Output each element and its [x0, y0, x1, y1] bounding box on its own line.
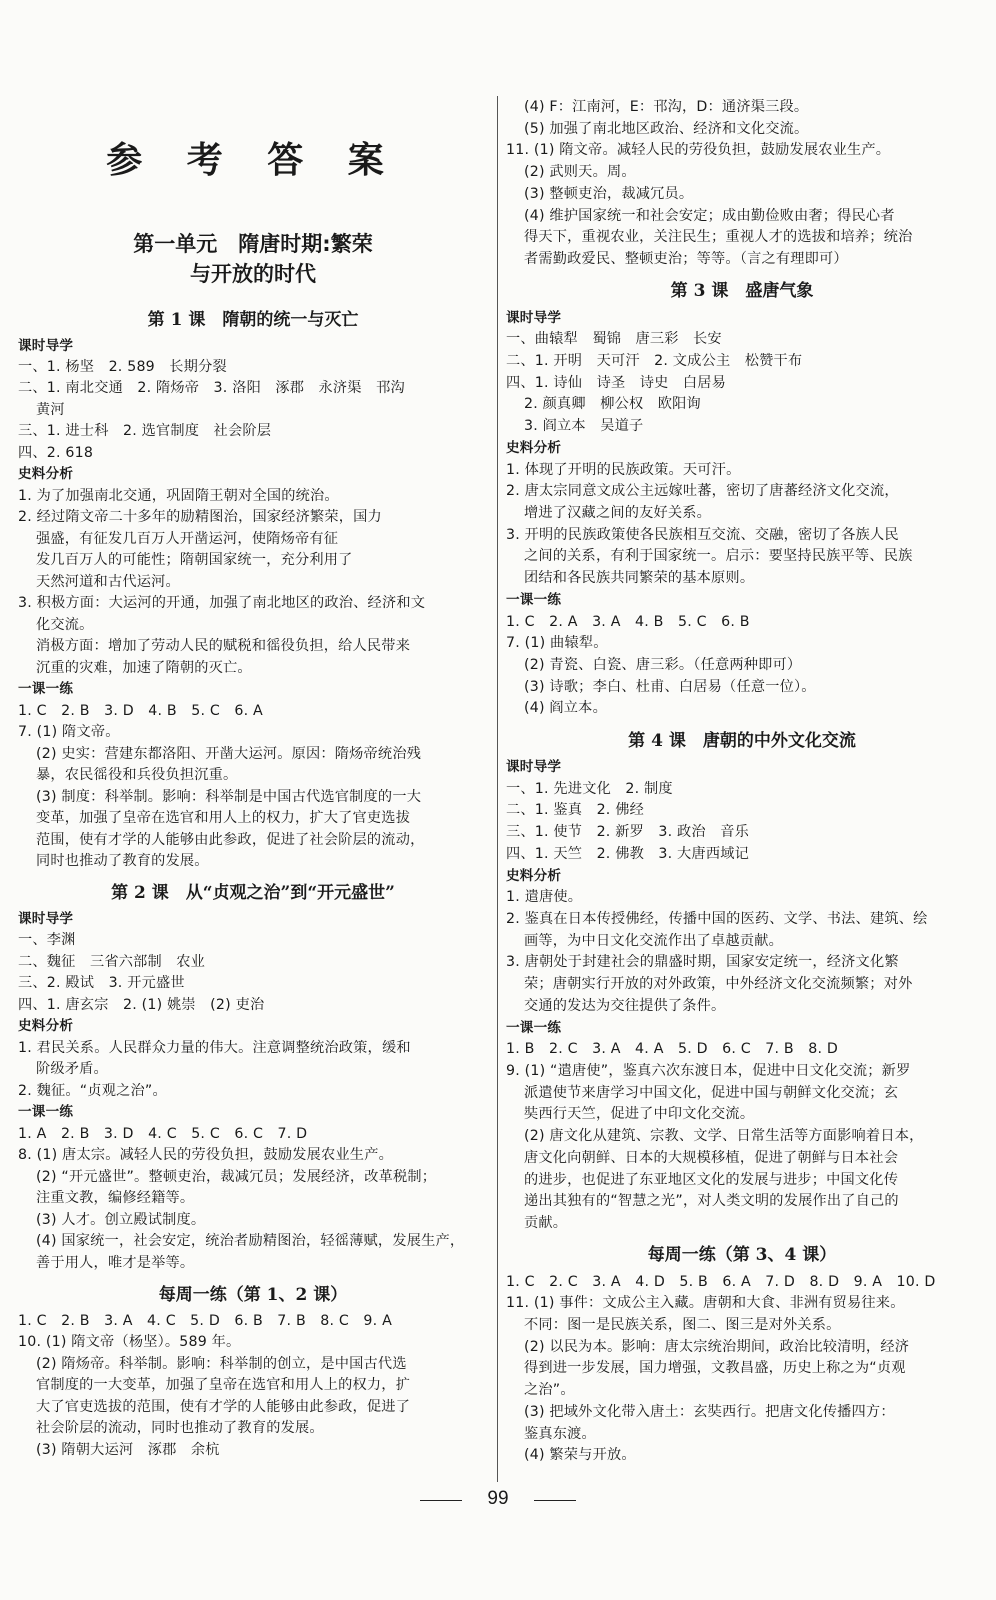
answer-line: 2. 颜真卿 柳公权 欧阳询	[524, 396, 701, 413]
answer-line: (4) F：江南河，E：邗沟，D：通济渠三段。	[524, 99, 809, 115]
answer-line: 大了官吏选拔的范围，使有才学的人能够由此参政，促进了	[36, 1398, 411, 1415]
answer-line: 范围，使有才学的人能够由此参政，促进了社会阶层的流动，	[36, 831, 425, 848]
unit-title-line-1: 第一单元 隋唐时期:繁荣	[133, 232, 373, 256]
answer-line: 的进步，也促进了东亚地区文化的发展与进步；中国文化传	[524, 1171, 899, 1188]
answer-line: 1. 体现了开明的民族政策。天可汗。	[506, 461, 741, 478]
answer-line: 2. 魏征。“贞观之治”。	[18, 1082, 167, 1099]
answer-line: 1. C 2. B 3. A 4. C 5. D 6. B 7. B 8. C 9. A	[18, 1312, 392, 1329]
lesson-heading: 第 3 课 盛唐气象	[670, 281, 814, 302]
answer-line: 四、1. 天竺 2. 佛教 3. 大唐西域记	[506, 845, 749, 862]
answer-line: 二、1. 鉴真 2. 佛经	[506, 802, 645, 819]
answer-line: (4) 繁荣与开放。	[524, 1447, 636, 1464]
answer-line: 2. 经过隋文帝二十多年的励精图治，国家经济繁荣，国力	[18, 509, 382, 526]
answer-line: 画等，为中日文化交流作出了卓越贡献。	[524, 932, 783, 949]
answer-line: 1. C 2. A 3. A 4. B 5. C 6. B	[506, 613, 750, 630]
answer-line: 变革，加强了皇帝在选官和用人上的权力，扩大了官吏选拔	[36, 810, 411, 827]
lesson-heading: 每周一练（第 1、2 课）	[158, 1284, 348, 1305]
answer-line: 增进了汉藏之间的友好关系。	[524, 505, 712, 521]
answer-line: 沉重的灾难，加速了隋朝的灭亡。	[36, 659, 252, 676]
answer-line: 注重文教，编修经籍等。	[36, 1190, 195, 1207]
answer-line: 天然河道和古代运河。	[36, 573, 180, 590]
answer-line: 发几百万人的可能性；隋朝国家统一，充分利用了	[36, 552, 353, 569]
answer-line: 得天下，重视农业，关注民生；重视人才的选拔和培养；统治	[524, 229, 913, 246]
answer-line: 1. 君民关系。人民群众力量的伟大。注意调整统治政策，缓和	[18, 1039, 411, 1056]
answer-line: 团结和各民族共同繁荣的基本原则。	[524, 570, 755, 587]
answer-line: 一、李渊	[18, 932, 76, 949]
answer-line: 不同：图一是民族关系，图二、图三是对外关系。	[524, 1317, 841, 1334]
answer-line: 2. 鉴真在日本传授佛经，传播中国的医药、文学、书法、建筑、绘	[506, 911, 928, 927]
answer-line: 善于用人，唯才是举等。	[36, 1254, 195, 1271]
answer-line: (2) “开元盛世”。整顿吏治，裁减冗员；发展经济，改革税制；	[36, 1168, 437, 1185]
answer-line: 7. (1) 隋文帝。	[18, 724, 120, 741]
section-label: 史料分析	[18, 1018, 74, 1035]
answer-line: 1. 遣唐使。	[506, 889, 583, 906]
answer-line: 递出其独有的“智慧之光”，对人类文明的发展作出了自己的	[524, 1193, 899, 1210]
answer-line: (2) 史实：营建东都洛阳、开凿大运河。原因：隋炀帝统治残	[36, 745, 422, 762]
section-label: 史料分析	[506, 867, 562, 884]
page-number: 99	[487, 1488, 509, 1509]
answer-line: 荣；唐朝实行开放的对外政策，中外经济文化交流频繁；对外	[524, 976, 913, 993]
answer-line: (3) 制度：科举制。影响：科举制是中国古代选官制度的一大	[36, 788, 422, 805]
answer-line: 二、魏征 三省六部制 农业	[18, 953, 206, 970]
section-label: 史料分析	[506, 439, 562, 456]
answer-line: 之治”。	[524, 1382, 575, 1399]
section-label: 课时导学	[506, 309, 562, 326]
answer-line: 3. 唐朝处于封建社会的鼎盛时期，国家安定统一，经济文化繁	[506, 954, 899, 971]
answer-line: (2) 唐文化从建筑、宗教、文学、日常生活等方面影响着日本，	[524, 1128, 924, 1145]
answer-line: 交通的发达为交往提供了条件。	[524, 997, 726, 1014]
page-number-right-rule	[534, 1500, 576, 1501]
answer-line: (2) 青瓷、白瓷、唐三彩。（任意两种即可）	[524, 656, 802, 673]
answer-line: 一、1. 先进文化 2. 制度	[506, 780, 673, 797]
section-label: 一课一练	[506, 591, 562, 608]
answer-line: 奘西行天竺，促进了中印文化交流。	[524, 1106, 755, 1123]
answer-line: (5) 加强了南北地区政治、经济和文化交流。	[524, 120, 809, 137]
answer-line: 社会阶层的流动，同时也推动了教育的发展。	[36, 1420, 324, 1437]
answer-line: 1. 为了加强南北交通，巩固隋王朝对全国的统治。	[18, 487, 339, 504]
answer-line: 7. (1) 曲辕犁。	[506, 635, 608, 652]
answer-line: 四、1. 诗仙 诗圣 诗史 白居易	[506, 374, 727, 391]
section-label: 课时导学	[506, 759, 562, 776]
answer-line: (2) 武则天。周。	[524, 164, 636, 181]
section-label: 一课一练	[506, 1019, 562, 1036]
answer-line: (4) 阎立本。	[524, 700, 607, 717]
answer-line: 暴，农民徭役和兵役负担沉重。	[36, 767, 238, 784]
page-title: 参 考 答 案	[106, 139, 400, 181]
unit-title-line-2: 与开放的时代	[190, 262, 316, 286]
answer-line: 三、2. 殿试 3. 开元盛世	[18, 975, 185, 992]
answer-line: 1. B 2. C 3. A 4. A 5. D 6. C 7. B 8. D	[506, 1041, 839, 1058]
answer-line: 黄河	[36, 401, 65, 418]
answer-line: 1. C 2. B 3. D 4. B 5. C 6. A	[18, 702, 263, 719]
answer-line: 3. 开明的民族政策使各民族相互交流、交融，密切了各族人民	[506, 526, 899, 543]
answer-line: 官制度的一大变革，加强了皇帝在选官和用人上的权力，扩	[36, 1377, 411, 1394]
lesson-heading: 第 4 课 唐朝的中外文化交流	[628, 730, 856, 751]
section-label: 史料分析	[18, 466, 74, 483]
answer-line: (3) 诗歌；李白、杜甫、白居易（任意一位）。	[524, 678, 816, 695]
answer-line: 8. (1) 唐太宗。减轻人民的劳役负担，鼓励发展农业生产。	[18, 1147, 393, 1164]
answer-line: 阶级矛盾。	[36, 1061, 108, 1078]
answer-line: 一、1. 杨坚 2. 589 长期分裂	[18, 358, 227, 375]
answer-line: 2. 唐太宗同意文成公主远嫁吐蕃，密切了唐蕃经济文化交流，	[506, 483, 899, 500]
section-label: 课时导学	[18, 337, 74, 354]
answer-line: 11. (1) 隋文帝。减轻人民的劳役负担，鼓励发展农业生产。	[506, 142, 891, 159]
section-label: 课时导学	[18, 910, 74, 927]
answer-line: (2) 以民为本。影响：唐太宗统治期间，政治比较清明，经济	[524, 1338, 910, 1355]
answer-line: (4) 国家统一，社会安定，统治者励精图治，轻徭薄赋，发展生产，	[36, 1233, 465, 1250]
answer-line: 四、1. 唐玄宗 2. (1) 姚崇 (2) 吏治	[18, 996, 265, 1013]
answer-line: 者需勤政爱民、整顿吏治；等等。（言之有理即可）	[524, 250, 848, 267]
answer-line: 三、1. 使节 2. 新罗 3. 政治 音乐	[506, 824, 749, 841]
answer-line: 之间的关系，有利于国家统一。启示：要坚持民族平等、民族	[524, 548, 913, 565]
answer-line: 四、2. 618	[18, 444, 94, 461]
answer-line: (4) 维护国家统一和社会安定；成由勤俭败由奢；得民心者	[524, 207, 895, 224]
answer-line: 三、1. 进士科 2. 选官制度 社会阶层	[18, 423, 272, 440]
answer-line: 9. (1) “遣唐使”，鉴真六次东渡日本，促进中日文化交流；新罗	[506, 1062, 911, 1079]
lesson-heading: 第 1 课 隋朝的统一与灭亡	[147, 309, 359, 330]
answer-line: 二、1. 开明 天可汗 2. 文成公主 松赞干布	[506, 353, 803, 370]
lesson-heading: 每周一练（第 3、4 课）	[647, 1245, 837, 1266]
answer-line: 得到进一步发展，国力增强，文教昌盛，历史上称之为“贞观	[524, 1360, 906, 1377]
answer-line: (3) 人才。创立殿试制度。	[36, 1211, 206, 1228]
answer-line: 贡献。	[524, 1214, 568, 1231]
answer-line: 3. 阎立本 吴道子	[524, 418, 644, 435]
answer-line: 化交流。	[36, 616, 94, 633]
section-label: 一课一练	[18, 681, 74, 698]
column-divider	[497, 96, 498, 1482]
lesson-heading: 第 2 课 从“贞观之治”到“开元盛世”	[111, 883, 395, 904]
answer-line: 鉴真东渡。	[524, 1425, 596, 1442]
answer-line: 唐文化向朝鲜、日本的大规模移植，促进了朝鲜与日本社会	[524, 1149, 899, 1166]
answer-line: (3) 把域外文化带入唐土：玄奘西行。把唐文化传播四方：	[524, 1403, 895, 1420]
answer-line: 同时也推动了教育的发展。	[36, 853, 209, 869]
answer-line: 强盛，有征发几百万人开凿运河，使隋炀帝有征	[36, 530, 339, 547]
answer-line: (3) 隋朝大运河 涿郡 余杭	[36, 1441, 220, 1458]
answer-line: 11. (1) 事件：文成公主入藏。唐朝和大食、非洲有贸易往来。	[506, 1295, 905, 1312]
section-label: 一课一练	[18, 1104, 74, 1121]
answer-line: (3) 整顿吏治，裁减冗员。	[524, 185, 694, 202]
answer-line: 派遣使节来唐学习中国文化，促进中国与朝鲜文化交流；玄	[524, 1084, 899, 1101]
answer-line: (2) 隋炀帝。科举制。影响：科举制的创立，是中国古代选	[36, 1355, 407, 1372]
answer-line: 10. (1) 隋文帝（杨坚）。589 年。	[18, 1334, 241, 1351]
answer-line: 1. C 2. C 3. A 4. D 5. B 6. A 7. D 8. D 9. A 10. D	[506, 1273, 936, 1290]
answer-line: 3. 积极方面：大运河的开通，加强了南北地区的政治、经济和文	[18, 595, 426, 612]
answer-line: 1. A 2. B 3. D 4. C 5. C 6. C 7. D	[18, 1125, 308, 1142]
answer-line: 二、1. 南北交通 2. 隋炀帝 3. 洛阳 涿郡 永济渠 邗沟	[18, 380, 405, 397]
answer-line: 一、曲辕犁 蜀锦 唐三彩 长安	[506, 331, 722, 348]
answer-line: 消极方面：增加了劳动人民的赋税和徭役负担，给人民带来	[36, 638, 411, 655]
